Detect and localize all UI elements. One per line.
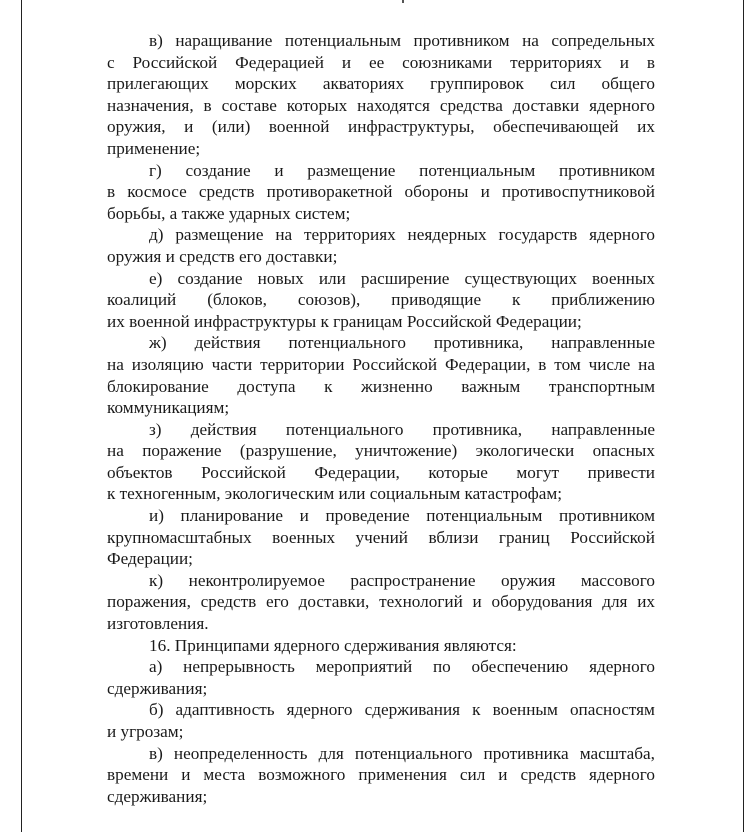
text-line: и) планирование и проведение потенциальным противником — [149, 506, 655, 526]
paragraph-g — [107, 160, 655, 225]
text-line: 16. Принципами ядерного сдерживания являются: — [149, 635, 517, 655]
text-line: к) неконтролируемое распространение оружия массового — [149, 570, 655, 590]
text-line: з) действия потенциального противника, направленные — [149, 419, 655, 439]
text-line: оружия и средств его доставки; — [107, 246, 338, 266]
text-line: е) создание новых или расширение существующих военных — [149, 268, 655, 288]
text-line: оружия, и (или) военной инфраструктуры, обеспечивающей их — [107, 117, 655, 137]
text-line: в космосе средств противоракетной обороны и противоспутниковой — [107, 182, 655, 202]
text-line: на поражение (разрушение, уничтожение) экологически опасных — [107, 441, 655, 461]
text-line: с Российской Федерацией и ее союзниками территориях и в — [107, 52, 655, 72]
paragraph-d — [107, 224, 655, 267]
text-line: изготовления. — [107, 614, 209, 634]
paragraph-z — [107, 419, 655, 505]
paragraph-p16 — [107, 635, 655, 657]
text-line: назначения, в составе которых находятся средства доставки ядерного — [107, 95, 655, 115]
paragraph-i — [107, 505, 655, 570]
paragraph-a — [107, 656, 655, 699]
text-line: а) непрерывность мероприятий по обеспечению ядерного — [149, 657, 655, 677]
paragraph-b — [107, 699, 655, 742]
text-line: в) наращивание потенциальным противником на сопредельных — [149, 31, 655, 50]
page-border-left — [21, 0, 22, 832]
document-body — [107, 30, 655, 807]
paragraph-v-1 — [107, 30, 655, 160]
text-line: Федерации; — [107, 549, 193, 569]
text-line: их военной инфраструктуры к границам Российской Федерации; — [107, 311, 582, 331]
text-line: коммуникациям; — [107, 398, 230, 418]
text-line: ж) действия потенциального противника, направленные — [149, 333, 655, 353]
page-border-right — [743, 0, 744, 832]
text-line: к техногенным, экологическим или социальным катастрофам; — [107, 484, 563, 504]
text-line: и угрозам; — [107, 722, 184, 741]
paragraph-k — [107, 570, 655, 635]
text-line: прилегающих морских акваториях группировок сил общего — [107, 74, 655, 94]
text-line: на изоляцию части территории Российской Федерации, в том числе на — [107, 354, 655, 374]
text-line: г) создание и размещение потенциальным противником — [149, 160, 655, 180]
paragraph-v-2 — [107, 743, 655, 808]
text-line: крупномасштабных военных учений вблизи границ Российской — [107, 527, 655, 547]
text-line: д) размещение на территориях неядерных государств ядерного — [149, 225, 655, 245]
text-line: сдерживания; — [107, 786, 208, 806]
text-line: блокирование доступа к жизненно важным транспортным — [107, 376, 655, 396]
text-line: применение; — [107, 138, 201, 158]
text-line: времени и места возможного применения сил и средств ядерного — [107, 765, 655, 785]
page-number-fragment — [402, 0, 404, 3]
text-line: сдерживания; — [107, 678, 208, 698]
text-line: коалиций (блоков, союзов), приводящие к приближению — [107, 290, 655, 310]
text-line: борьбы, а также ударных систем; — [107, 203, 351, 223]
paragraph-e — [107, 268, 655, 333]
text-line: объектов Российской Федерации, которые могут привести — [107, 462, 655, 482]
text-line: поражения, средств его доставки, технологий и оборудования для их — [107, 592, 655, 612]
paragraph-zh — [107, 332, 655, 418]
text-line: в) неопределенность для потенциального противника масштаба, — [149, 743, 655, 763]
text-line: б) адаптивность ядерного сдерживания к военным опасностям — [149, 700, 655, 720]
